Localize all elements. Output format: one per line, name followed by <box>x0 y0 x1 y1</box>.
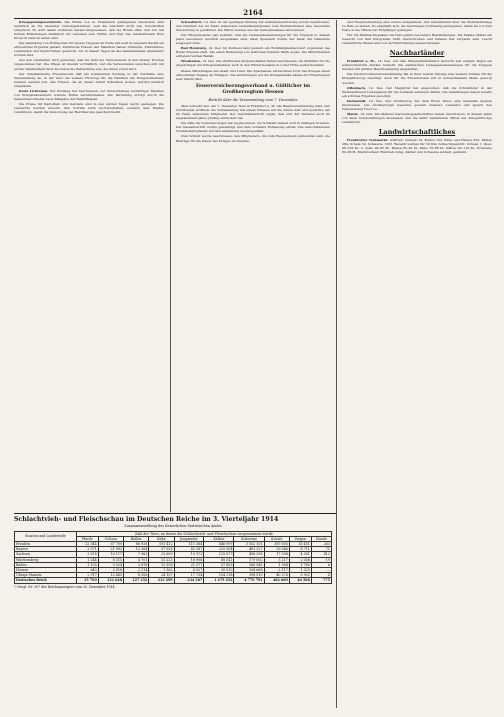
table-row-label: Sachsen <box>15 552 77 557</box>
table-cell: 13 972 <box>174 552 204 557</box>
paragraph-text: 14. Dez. Die städtischen Körperschaften haben beschlossen, die Beihilfen für die Angehörigen der Kriegsteilnehmer auch in den Wintermonaten in voller Höhe weiterzuzahlen. <box>176 59 330 68</box>
column-2 <box>176 20 330 512</box>
table-row-label: Preußen <box>15 541 77 546</box>
paragraph-text: Die Preise für Kartoffeln und Getreide sind in den letzten Tagen leicht gestiegen. Die Landwirte werden ersucht, ihre Vorräte nicht zurückzuhalten, sondern dem Markte zuzuführen, damit die Versorgung der Bevölkerung gesichert bleibt. <box>14 101 164 114</box>
table-cell: 3 876 <box>76 552 98 557</box>
table-cell: 35 700 <box>76 578 98 583</box>
paragraph-text: Die Zahl der Versicherungen hat zugenommen, die Schäden hielten sich in mäßigen Grenzen. Der Kassenbericht wurde genehmigt und dem Vorstand Entlastung erteilt. Die ausscheidenden Vorstandsmitglieder wurden einstimmig wiedergewählt. <box>176 121 330 134</box>
table-cell: 7 362 <box>149 567 174 572</box>
table-cell: 17 734 <box>174 573 204 578</box>
table-subtitle: Zusammenstellung des Kaiserlichen Statistischen Amtes <box>124 524 222 528</box>
table-cell: 4 <box>311 573 331 578</box>
table-cell: 263 <box>311 541 331 546</box>
article-paragraph <box>342 112 492 124</box>
paragraph-lead: Offenbach, <box>347 85 369 90</box>
article-paragraph <box>176 121 330 133</box>
table-cell: 1 105 <box>76 562 98 567</box>
table-column-header: Kühe <box>149 536 174 541</box>
table-cell: 168 945 <box>234 562 264 567</box>
table-cell: 1 244 <box>76 557 98 562</box>
paragraph-text: Aus den Lazaretten wird gemeldet, daß die Zahl der Verwundeten in den letzten Wochen zugenommen hat. Die Pflege ist überall vortrefflich, und die Verwundeten sprechen sich mit großer Dankbarkeit über die liebevolle Behandlung aus, die ihnen zuteil wird. <box>14 58 164 71</box>
article-paragraph <box>14 41 164 57</box>
table-cell: 2 117 <box>264 567 289 572</box>
paragraph-text: 14. Dez. Der Magistrat hat angeordnet, daß die Schulkinder in der Weihnachtszeit Liebesgaben für die Soldaten sammeln dürfen. Die Sammlungen haben bereits ein schönes Ergebnis gezeitigt. <box>342 85 492 98</box>
table-cell: 8 711 <box>289 547 311 552</box>
table-row-label: Übrige Staaten <box>15 573 77 578</box>
paragraph-lead: Frankfurter Viehmarkt. <box>347 137 390 142</box>
article-paragraph <box>176 46 330 58</box>
table-cell: 29 046 <box>264 547 289 552</box>
article-heading: Feuerversicherungsverband u. Gültlicher im Großherzogtum Hessen <box>195 83 311 95</box>
table-cell: 2 917 <box>76 573 98 578</box>
paragraph-lead: Wiesbaden, <box>181 59 203 64</box>
table-cell: 37 028 <box>149 547 174 552</box>
table-cell: 104 668 <box>234 567 264 572</box>
table-cell: 13 364 <box>124 547 149 552</box>
table-cell: 4 701 <box>124 557 149 562</box>
table-cell: 125 877 <box>204 552 234 557</box>
table-column-header: Ochsen <box>98 536 123 541</box>
table-cell: 191 412 <box>149 541 174 546</box>
table-cell: 9 024 <box>98 562 123 567</box>
table-cell: 43 187 <box>174 547 204 552</box>
paragraph-text: Der Vaterländische Frauenverein hält am kommenden Sonntag in der Turnhalle eine Versammlung ab, in der über die weitere Fürsorge für die Familien der Kriegsteilnehmer beraten werden soll. Alle Frauen, die an dieser Arbeit mitwirken wollen, werden herzlich eingeladen. <box>14 71 164 88</box>
table-cell: 1 479 252 <box>204 578 234 583</box>
table-cell: 40 276 <box>264 573 289 578</box>
column-separator <box>336 20 337 708</box>
table-column-header: Schafe <box>264 536 289 541</box>
table-cell: 19 <box>311 557 331 562</box>
table-cell: 21 377 <box>174 562 204 567</box>
table-header-group: Zahl der Tiere, an denen die Schlachtvieh- und Fleischschau vorgenommen wurde <box>76 531 331 536</box>
column-3 <box>342 20 492 708</box>
paragraph-lead: Frankfurt a. M., <box>347 59 378 64</box>
article-paragraph <box>176 59 330 67</box>
article-paragraph <box>342 72 492 84</box>
table-cell: 2 036 <box>289 557 311 562</box>
article-paragraph <box>176 33 330 45</box>
table-cell: 111 364 <box>174 541 204 546</box>
table-cell: 57 803 <box>204 562 234 567</box>
table-cell: 313 299 <box>149 578 174 583</box>
paragraph-text: Die Sammlung von Wollsachen für unsere Truppen im Felde hat auch in unserem Bezirk ein erfreuliches Ergebnis gehabt. Zahlreiche Frauen und Mädchen haben Strümpfe, Pulswärmer, Leibbinden und Kopfschützer gestrickt, die in diesen Tagen an die Sammelstellen abgeliefert worden sind. <box>14 41 164 58</box>
table-cell: 104 218 <box>204 573 234 578</box>
table-cell: 3 571 <box>76 547 98 552</box>
table-cell: 4 301 <box>289 552 311 557</box>
table-cell: 3 876 <box>124 562 149 567</box>
table-cell: 1 904 <box>264 562 289 567</box>
section-title-landwirtschaft: Landwirtschaftliches <box>378 127 456 136</box>
paragraph-text: 14. Dez. In der gestrigen Sitzung der Gemeindevertretung wurde beschlossen, den Familien der im Felde stehenden Gemeindemitglieder zum Weihnachtsfest eine besondere Zuwendung zu gewähren. Die Mittel werden aus der Gemeindekasse entnommen. <box>176 20 330 33</box>
table-top-rule <box>14 513 336 514</box>
article-paragraph <box>342 33 492 45</box>
column-1 <box>14 20 164 512</box>
paragraph-lead: Bad Homburg, <box>181 46 209 51</box>
paragraph-text: Kleine Mitteilungen aus Stadt und Land. Die Sparkassen verzeichnen trotz des Krieges einen erfreulichen Zugang an Einlagen. Die Zeichnungen auf die Kriegsanleihe haben die Erwartungen weit übertroffen. <box>176 68 330 81</box>
table-cell: 67 709 <box>98 541 123 546</box>
table-column-header: Schweine <box>234 536 264 541</box>
table-title: Schlachtvieh- und Fleischschau im Deutschen Reiche im 3. Vierteljahr 1914 <box>14 516 279 523</box>
table-cell: 5 902 <box>289 573 311 578</box>
paragraph-lead: Darmstadt, <box>347 98 369 103</box>
table-cell: 643 <box>76 567 98 572</box>
table-column-header: Hunde <box>311 536 331 541</box>
article-paragraph <box>342 86 492 98</box>
paragraph-text: 14. Dez. Die Mainzer Karnevalsgesellschaften haben beschlossen, in diesem Jahre von allen Veranstaltungen abzusehen und die dafür bestimmten Mittel der Kriegsfürsorge zuzuführen. <box>342 111 492 124</box>
table-cell: 4 770 791 <box>234 578 264 583</box>
paragraph-text: und Hauptverwaltung eine solche Gelegenheit, den betreffenden über die Weihnachtstage zu Rate zu ziehen. Es empfiehlt sich, die Sendungen rechtzeitig aufzugeben, damit sie vor dem Feste in die Hände der Empfänger gelangen. <box>342 20 492 33</box>
table-cell: 3 052 101 <box>234 541 264 546</box>
table-cell: 179 002 <box>234 557 264 562</box>
paragraph-text: Für die Weihnachtspakete ins Feld gelten besondere Bestimmungen. Die Pakete dürfen ein Gewicht von fünf Kilogramm nicht überschreiten und müssen fest verpackt sein. Leicht verderbliche Waren sind von der Beförderung ausgeschlossen. <box>342 33 492 46</box>
section-title-nachbarlaender: Nachbarländer <box>389 49 445 58</box>
article-paragraph <box>342 20 492 32</box>
table-cell: 22 344 <box>76 541 98 546</box>
paragraph-text: Die Briefe von in Frankreich gefangenen Deutschen sind mehrfach an die Absender zurückgekommen, weil die Anschrift nicht den Vorschriften entsprach. Es wird daher nochmals darauf hingewiesen, daß die Briefe offen und nur mit kurzen Mitteilungen familiärer Art versehen sein dürfen und über das Internationale Rote Kreuz in Genf zu leiten sind. <box>14 20 164 41</box>
table-cell: 30 512 <box>204 567 234 572</box>
table-cell: 12 558 <box>149 562 174 567</box>
table-cell: 775 <box>311 578 331 583</box>
table-cell: 2 114 <box>124 567 149 572</box>
paragraph-text: Der Bürgermeister gab bekannt, daß die Liebesgabensendungen für die Truppen in diesem Jahre besonders reichlich ausgefallen sind. Allen Spendern wurde der Dank der Gemeinde ausgesprochen. <box>176 33 330 46</box>
table-cell: 461 227 <box>234 547 264 552</box>
table-cell: 398 510 <box>234 573 264 578</box>
table-cell: 225 304 <box>204 547 234 552</box>
table-cell: 71 <box>311 547 331 552</box>
table-column-header: Bullen <box>124 536 149 541</box>
table-cell: 18 906 <box>174 557 204 562</box>
article-paragraph <box>176 69 330 81</box>
table-column-header: Jungrinder <box>174 536 204 541</box>
table-cell: 131 648 <box>98 578 123 583</box>
table-column-header: Kälber <box>204 536 234 541</box>
table-cell: 2 918 <box>98 567 123 572</box>
table-cell: 40 506 <box>289 578 311 583</box>
article-paragraph <box>14 89 164 101</box>
table-cell: — <box>311 567 331 572</box>
article-paragraph <box>14 58 164 70</box>
table-cell: 3 217 <box>264 557 289 562</box>
table-header-cell: Staaten und Landesteile <box>15 531 77 541</box>
table-cell: 8 315 <box>98 557 123 562</box>
column-separator <box>170 20 171 512</box>
article-paragraph <box>14 72 164 88</box>
table-column-header: Ziegen <box>289 536 311 541</box>
table-cell: 15 223 <box>149 557 174 562</box>
table-cell: 12 483 <box>98 573 123 578</box>
paragraph-lead: Mainz, <box>347 111 361 116</box>
paragraph-lead: Schwalbach, <box>181 20 204 24</box>
article-subheading: Bericht über die Versammlung vom 7. Dezember <box>208 97 298 102</box>
paragraph-text: Zum Schluß wurde beschlossen, den Mitgliedern, die zum Heeresdienst einberufen sind, die Beiträge für die Dauer des Krieges zu stunden. <box>176 134 330 143</box>
table-cell: 6 <box>311 562 331 567</box>
table-cell: 412 <box>311 552 331 557</box>
article-paragraph <box>176 104 330 120</box>
article-paragraph <box>176 20 330 32</box>
table-footnote: ¹) Vergl. Nr. 307 des Reichsanzeigers vom 30. Dezember 1914. <box>14 584 116 589</box>
article-paragraph <box>14 102 164 114</box>
article-paragraph <box>176 134 330 142</box>
table-row-label: Deutsches Reich <box>15 578 77 583</box>
article-paragraph <box>14 20 164 40</box>
article-paragraph <box>342 99 492 111</box>
table-cell: 127 252 <box>124 578 149 583</box>
statistics-table <box>14 531 332 584</box>
table-cell: 7 963 <box>124 552 149 557</box>
table-cell: 846 997 <box>204 541 234 546</box>
table-cell: 8 027 <box>174 567 204 572</box>
table-cell: 1 325 <box>289 567 311 572</box>
table-row-label: Baden <box>15 562 77 567</box>
paragraph-text: Der Kreistag hat beschlossen, zur Unterstützung bedürftiger Familien von Kriegsteilnehmern weitere Mittel bereitzustellen. Die Verteilung erfolgt durch die Gemeindevorsteher nach Maßgabe der Bedürftigkeit. <box>14 88 164 101</box>
paragraph-lead: Kriegsgefangenenbriefe. <box>19 20 65 24</box>
table-row-label: Bayern <box>15 547 77 552</box>
table-cell: 21 082 <box>98 547 123 552</box>
paragraph-lead: Kreis Lichtenau. <box>19 88 50 93</box>
table-cell: 387 605 <box>264 541 289 546</box>
paragraph-text: 14. Dez. Der Großherzog hat dem Roten Kreuz eine namhafte Spende überwiesen. Die Großherzogin besuchte gestern mehrere Lazarette und sprach den Verwundeten Trost zu. <box>342 98 492 111</box>
table-cell: 234 567 <box>174 578 204 583</box>
table-cell: 25 609 <box>149 552 174 557</box>
table-cell: 8 306 <box>124 573 149 578</box>
table-cell: 482 069 <box>264 578 289 583</box>
table-cell: 1 780 <box>289 562 311 567</box>
paragraph-text: Auftrieb: Ochsen 74, Bullen 102, Kühe und Färsen 620, Kälber 384, Schafe 52, Schweine 1203. Bezahlt wurden für 50 Kilo Schlachtgewicht: Ochsen 1. Qual. 98–102 M., 2. Qual. 90–95 M., Bullen 85–92 M., Kühe 70–88 M., Kälber 95–110 M., Schweine 80–86 M. Marktverlauf: Rindvieh ruhig, Kälber und Schweine lebhaft, geräumt. <box>342 137 492 155</box>
table-cell: 17 904 <box>264 552 289 557</box>
table-column-header: Pferde <box>76 536 98 541</box>
table-row-label: Württemberg <box>15 557 77 562</box>
paragraph-text: Die Stadtverordnetenversammlung hat in ihrer letzten Sitzung eine weitere Summe für die Kriegsfürsorge bewilligt. Auch für die Erwerbslosen soll in ausreichendem Maße gesorgt werden. <box>342 72 492 85</box>
table-cell: 16 451 <box>289 541 311 546</box>
table-cell: 88 541 <box>204 557 234 562</box>
table-row <box>15 578 332 583</box>
paragraph-text: 14. Dez. Im Kurhaus fand gestern ein Wohltätigkeitskonzert zugunsten des Roten Kreuzes statt, das einen Reinertrag von mehreren hundert Mark ergab. Die Mitwirkenden ernteten reichen Beifall. <box>176 46 330 59</box>
header-rule <box>14 18 492 19</box>
paragraph-text: Man schreibt uns: Am 7. Dezember fand in Frankfurt a. M. die Hauptversammlung statt. Der Vorsitzende eröffnete die Versammlung mit einem Hinweis auf die ernste Zeit und gedachte der im Felde stehenden Mitglieder. Der Geschäftsbericht ergab, daß sich der Verband auch im abgelaufenen Jahre günstig entwickelt hat. <box>176 104 330 121</box>
paragraph-text: 14. Dez. Auf dem Hauptgüterbahnhof herrscht seit einigen Tagen ein außerordentlich starker Verkehr. Die zahlreichen Liebesgabensendungen für die Truppen werden mit größter Beschleunigung abgefertigt. <box>342 59 492 72</box>
table-cell: 86 928 <box>124 541 149 546</box>
table-cell: 24 107 <box>149 573 174 578</box>
newspaper-page <box>14 8 492 708</box>
page-number: 2164 <box>243 8 263 17</box>
table-cell: 10 117 <box>98 552 123 557</box>
table-cell: 406 338 <box>234 552 264 557</box>
article-paragraph <box>342 59 492 71</box>
table-row-label: Hessen <box>15 567 77 572</box>
article-paragraph <box>342 138 492 154</box>
statistics-table-block <box>14 516 332 589</box>
